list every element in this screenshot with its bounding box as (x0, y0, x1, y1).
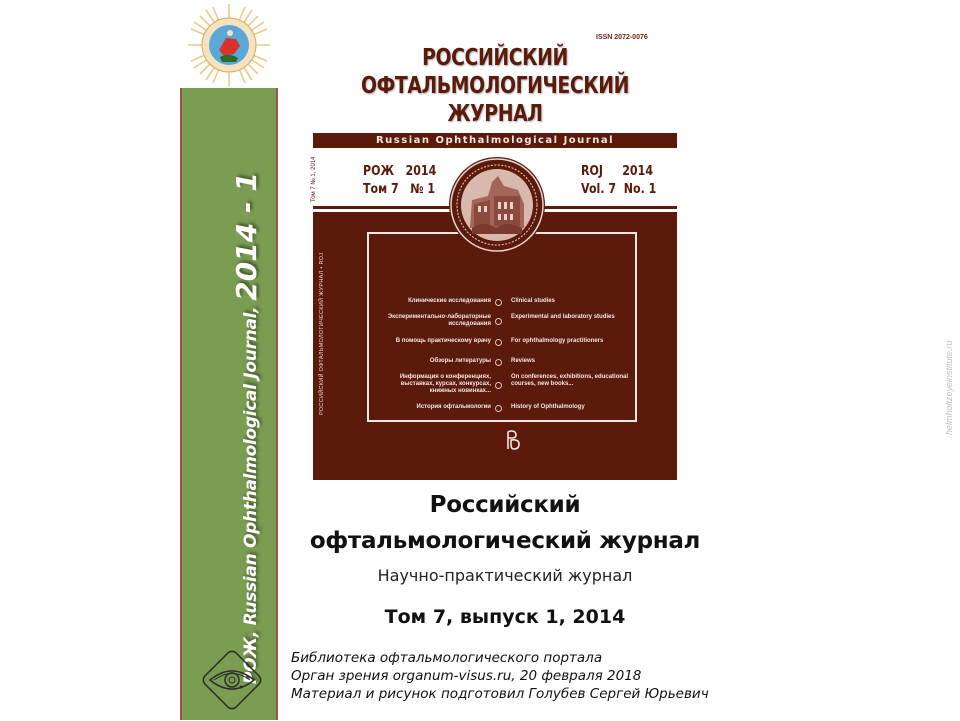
cover-left-block (363, 163, 436, 199)
page-title-line: Российский (429, 492, 581, 518)
eye-diamond-logo-icon (196, 644, 268, 716)
toc-en: History of Ophthalmology (511, 404, 585, 410)
toc-ru: Экспериментально-лабораторные исследования (387, 314, 491, 327)
cover-title-line: ЖУРНАЛ (447, 101, 543, 127)
side-panel (180, 88, 278, 720)
toc-bullet-icon (495, 405, 502, 412)
toc-bullet-icon (495, 359, 502, 366)
cover-spine-main: РОССИЙСКИЙ ОФТАЛЬМОЛОГИЧЕСКИЙ ЖУРНАЛ • ROJ (319, 252, 325, 415)
toc-bullet-icon (495, 339, 502, 346)
credit-line: Материал и рисунок подготовил Голубев Сергей Юрьевич (291, 686, 709, 702)
toc-ru: Обзоры литературы (429, 358, 491, 364)
page-title (280, 487, 730, 559)
toc-en: On conferences, exhibitions, educational courses, new books... (511, 374, 629, 387)
cover-right-line: Vol. 7 No. 1 (581, 182, 657, 197)
cover-title-line: РОССИЙСКИЙ (422, 45, 568, 71)
journal-cover (313, 0, 677, 480)
toc-ru: В помощь практическому врачу (395, 338, 491, 344)
cover-title (346, 44, 644, 128)
credits (291, 649, 709, 703)
cover-band: Russian Ophthalmological Journal (313, 133, 677, 148)
side-year-issue: 2014 - 1 (230, 172, 263, 301)
institute-emblem-icon (186, 2, 272, 88)
page-title-line: офтальмологический журнал (309, 528, 701, 554)
toc-en: Clinical studies (511, 298, 556, 304)
cover-right-line: ROJ 2014 (581, 164, 654, 179)
credit-line: Орган зрения organum-visus.ru, 20 февраля 2018 (291, 668, 642, 684)
credit-line: Библиотека офтальмологического портала (291, 650, 603, 666)
toc-en: Reviews (511, 358, 536, 364)
volume-info: Том 7, выпуск 1, 2014 (384, 606, 626, 628)
toc-en: For ophthalmology practitioners (511, 338, 604, 344)
toc-bullet-icon (495, 382, 502, 389)
page-subtitle: Научно-практический журнал (377, 566, 633, 585)
toc-ru: История офтальмологии (416, 404, 491, 410)
side-journal-name: РОЖ, Russian Ophthalmological Journal, (241, 306, 261, 684)
cover-title-line: ОФТАЛЬМОЛОГИЧЕСКИЙ (360, 73, 630, 99)
toc-bullet-icon (495, 299, 502, 306)
institute-building-seal-icon (448, 156, 546, 254)
toc-ru: Информация о конференциях, выставках, курсах, конкурсах, книжных новинках... (399, 374, 491, 394)
toc-ru: Клинические исследования (408, 298, 491, 304)
cover-left-line: РОЖ 2014 (363, 164, 437, 179)
issn-label: ISSN 2072-0076 (596, 34, 648, 41)
cover-right-block (581, 163, 656, 199)
side-journal-label (230, 172, 263, 684)
cover-left-line: Том 7 № 1 (363, 182, 436, 197)
toc-bullet-icon (495, 318, 502, 325)
toc-en: Experimental and laboratory studies (511, 314, 615, 320)
watermark: helmholtzeyeinstitute.ru (944, 340, 954, 435)
publisher-pb-logo-icon (505, 430, 521, 450)
cover-spine-top: Том 7 № 1, 2014 (311, 156, 317, 202)
